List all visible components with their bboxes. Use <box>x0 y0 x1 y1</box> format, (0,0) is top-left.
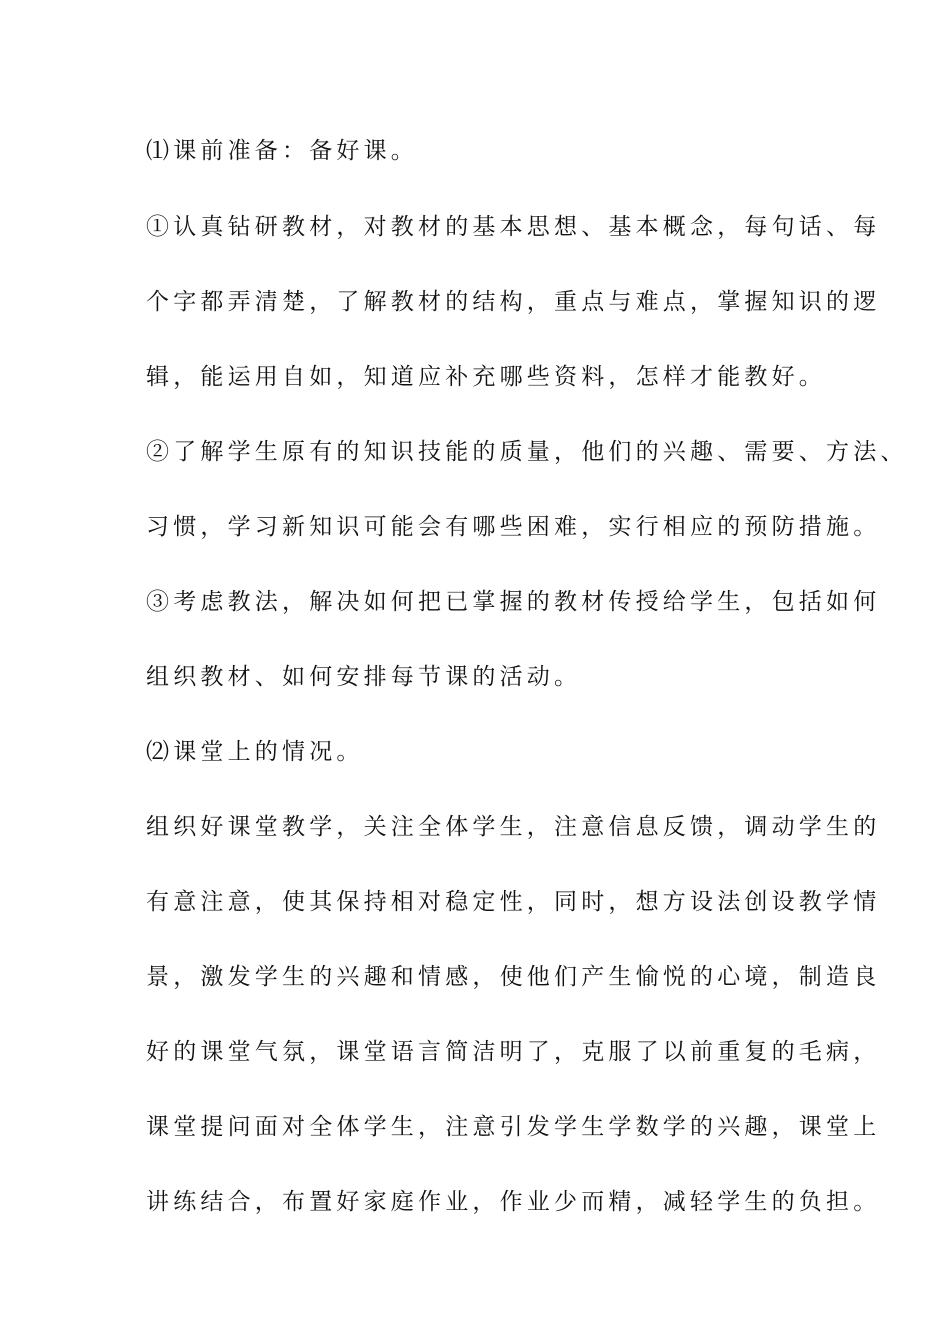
paragraph-line: 个字都弄清楚，了解教材的结构，重点与难点，掌握知识的逻 <box>146 289 881 315</box>
paragraph-line: ③考虑教法，解决如何把已掌握的教材传授给学生，包括如何 <box>146 589 881 615</box>
paragraph-line: 辑，能运用自如，知道应补充哪些资料，怎样才能教好。 <box>146 364 826 390</box>
paragraph-line: 讲练结合，布置好家庭作业，作业少而精，减轻学生的负担。 <box>146 1189 881 1215</box>
paragraph-line: 组织好课堂教学，关注全体学生，注意信息反馈，调动学生的 <box>146 814 881 840</box>
heading-lesson-prep: ⑴课前准备：备好课。 <box>146 138 418 164</box>
paragraph-line: 景，激发学生的兴趣和情感，使他们产生愉悦的心境，制造良 <box>146 964 881 990</box>
heading-classroom: ⑵课堂上的情况。 <box>146 739 364 765</box>
paragraph-line: 好的课堂气氛，课堂语言简洁明了，克服了以前重复的毛病， <box>146 1039 881 1065</box>
paragraph-line: ①认真钻研教材，对教材的基本思想、基本概念，每句话、每 <box>146 214 881 240</box>
paragraph-line: 习惯，学习新知识可能会有哪些困难，实行相应的预防措施。 <box>146 514 881 540</box>
paragraph-line: 课堂提问面对全体学生，注意引发学生学数学的兴趣，课堂上 <box>146 1114 881 1140</box>
paragraph-line: ②了解学生原有的知识技能的质量，他们的兴趣、需要、方法、 <box>146 439 908 465</box>
paragraph-line: 有意注意，使其保持相对稳定性，同时，想方设法创设教学情 <box>146 889 881 915</box>
paragraph-line: 组织教材、如何安排每节课的活动。 <box>146 664 582 690</box>
